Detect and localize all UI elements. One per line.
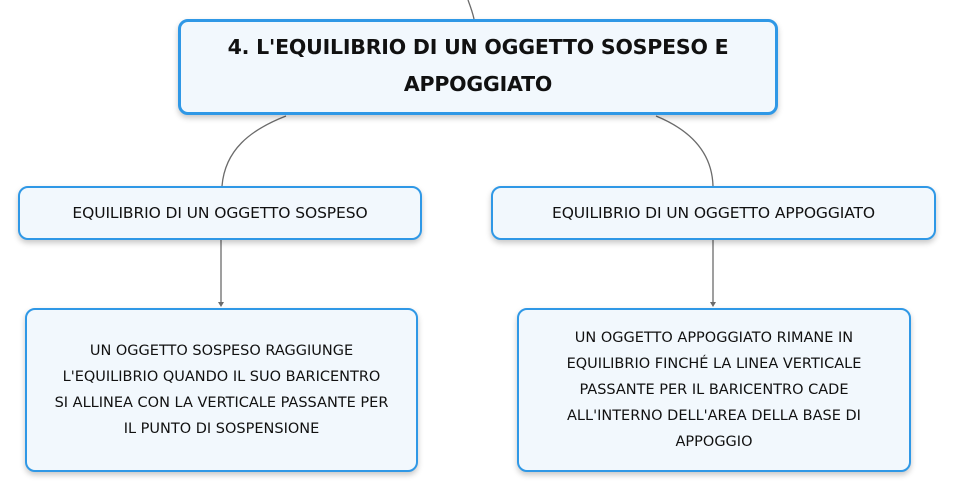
connector-parent-to-main bbox=[468, 0, 474, 19]
detail-text-suspended bbox=[55, 338, 389, 442]
arrow-head-left bbox=[218, 302, 224, 307]
arrow-head-right bbox=[710, 302, 716, 307]
detail-line: ALL'INTERNO DELL'AREA DELLA BASE DI bbox=[567, 408, 861, 424]
detail-text-supported bbox=[567, 325, 862, 455]
detail-line: UN OGGETTO SOSPESO RAGGIUNGE bbox=[89, 343, 354, 359]
branch-title-suspended: EQUILIBRIO DI UN OGGETTO SOSPESO bbox=[72, 204, 368, 222]
detail-line: IL PUNTO DI SOSPENSIONE bbox=[123, 421, 320, 437]
detail-line: PASSANTE PER IL BARICENTRO CADE bbox=[579, 382, 849, 398]
detail-node-supported[interactable] bbox=[517, 308, 911, 472]
detail-line: APPOGGIO bbox=[675, 434, 753, 450]
branch-node-supported[interactable] bbox=[491, 186, 936, 240]
detail-line: EQUILIBRIO FINCHÉ LA LINEA VERTICALE bbox=[566, 356, 862, 372]
main-topic-node[interactable] bbox=[178, 19, 778, 115]
detail-node-suspended[interactable] bbox=[25, 308, 418, 472]
branch-title-supported: EQUILIBRIO DI UN OGGETTO APPOGGIATO bbox=[552, 204, 875, 222]
main-topic-line-2: APPOGGIATO bbox=[403, 72, 553, 96]
main-topic-text bbox=[228, 29, 729, 103]
main-topic-line-1: 4. L'EQUILIBRIO DI UN OGGETTO SOSPESO E bbox=[227, 35, 729, 59]
detail-line: L'EQUILIBRIO QUANDO IL SUO BARICENTRO bbox=[62, 369, 381, 385]
connector-main-to-left-branch bbox=[222, 116, 286, 186]
branch-node-suspended[interactable] bbox=[18, 186, 422, 240]
detail-line: SI ALLINEA CON LA VERTICALE PASSANTE PER bbox=[54, 395, 389, 411]
detail-line: UN OGGETTO APPOGGIATO RIMANE IN bbox=[574, 330, 854, 346]
connector-main-to-right-branch bbox=[656, 116, 713, 186]
